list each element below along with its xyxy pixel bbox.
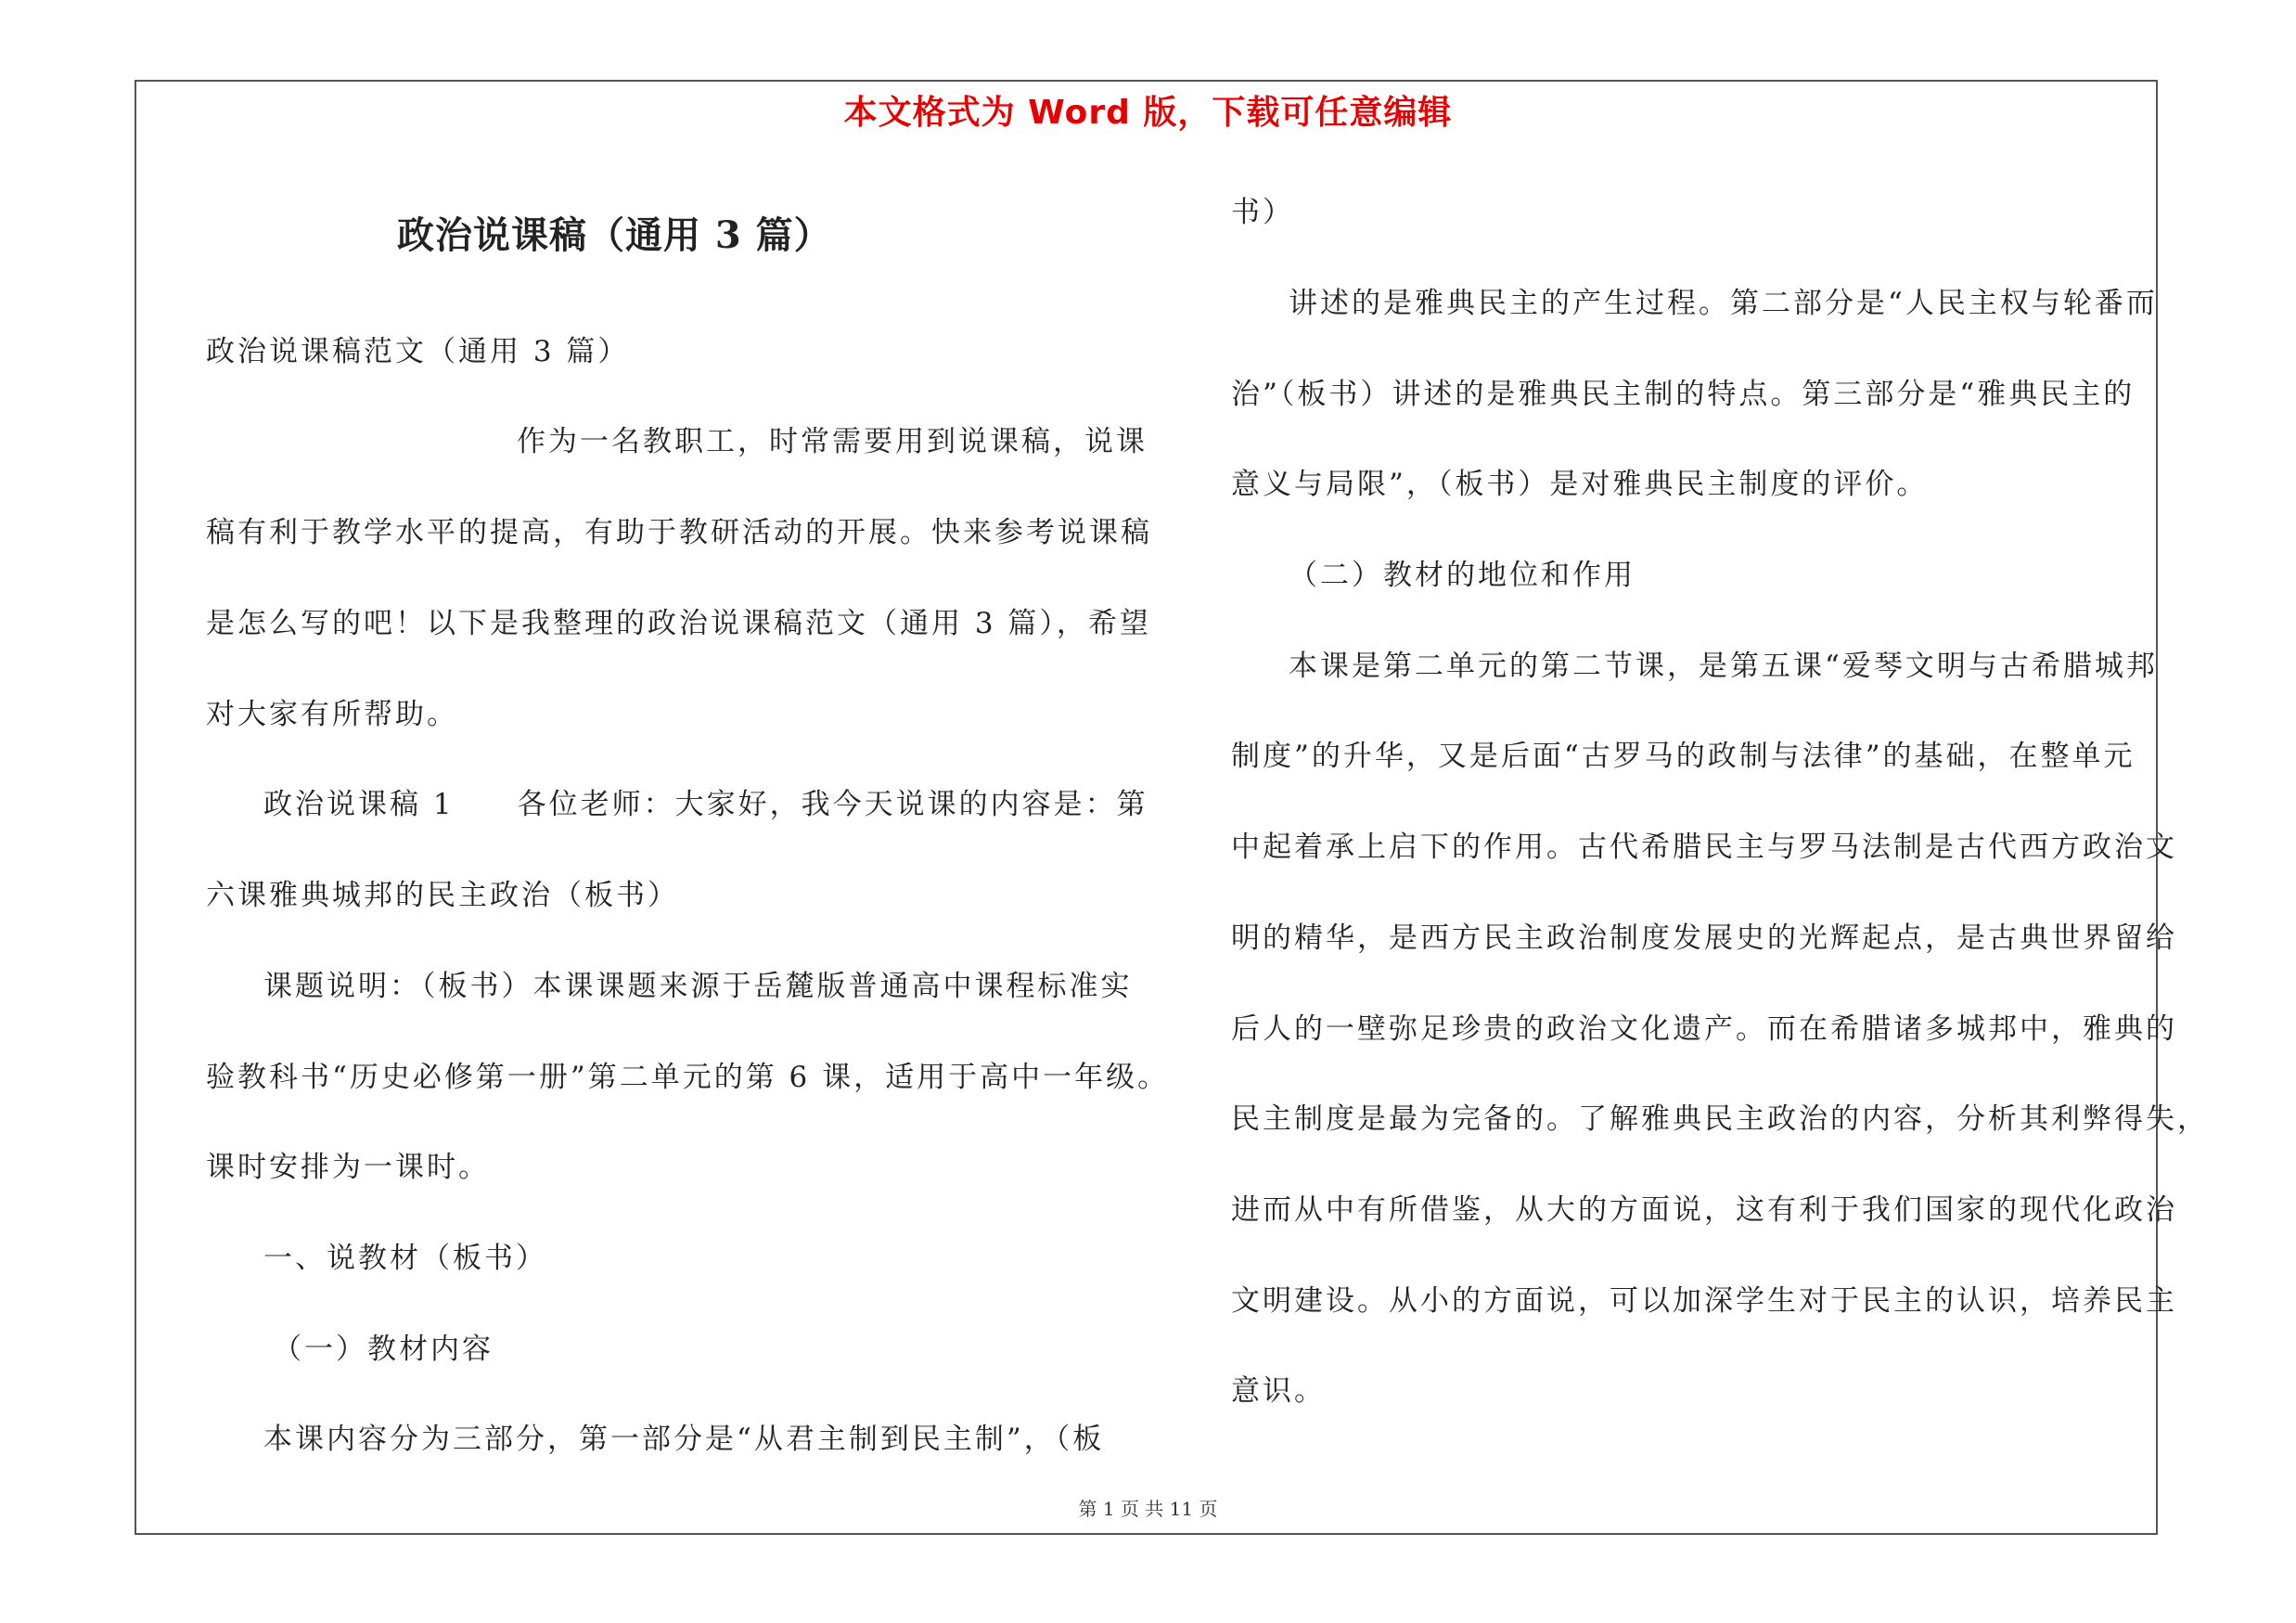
paragraph-line: 政治说课稿范文（通用 3 篇） — [206, 335, 630, 368]
paragraph-line: 本课是第二单元的第二节课，是第五课“爱琴文明与古希腊城邦 — [1289, 650, 2158, 683]
paragraph-line: 中起着承上启下的作用。古代希腊民主与罗马法制是古代西方政治文 — [1231, 831, 2177, 864]
paragraph-line: 进而从中有所借鉴，从大的方面说，这有利于我们国家的现代化政治 — [1231, 1193, 2177, 1227]
paragraph-line: 验教科书“历史必修第一册”第二单元的第 6 课，适用于高中一年级。 — [206, 1061, 1170, 1094]
paragraph-line: 文明建设。从小的方面说，可以加深学生对于民主的认识，培养民主 — [1231, 1284, 2177, 1318]
subsection-heading: （二）教材的地位和作用 — [1289, 559, 1635, 592]
paragraph-line: 稿有利于教学水平的提高，有助于教研活动的开展。快来参考说课稿 — [206, 516, 1152, 549]
paragraph-line: 后人的一壁弥足珍贵的政治文化遗产。而在希腊诸多城邦中，雅典的 — [1231, 1012, 2177, 1046]
paragraph-line: 治”（板书）讲述的是雅典民主制的特点。第三部分是“雅典民主的 — [1231, 378, 2136, 411]
section-heading: 一、说教材（板书） — [263, 1242, 547, 1275]
paragraph-line: 制度”的升华，又是后面“古罗马的政制与法律”的基础，在整单元 — [1231, 740, 2136, 773]
paragraph-line: 政治说课稿 1 各位老师：大家好，我今天说课的内容是：第 — [263, 788, 1148, 821]
document-title: 政治说课稿（通用 3 篇） — [397, 213, 832, 257]
page-number-footer: 第 1 页 共 11 页 — [1078, 1498, 1218, 1520]
paragraph-line: 讲述的是雅典民主的产生过程。第二部分是“人民主权与轮番而 — [1289, 287, 2158, 320]
paragraph-line: 课时安排为一课时。 — [206, 1151, 490, 1184]
paragraph-line: 意识。 — [1231, 1374, 1326, 1408]
paragraph-line: 意义与局限”，（板书）是对雅典民主制度的评价。 — [1231, 468, 1929, 501]
paragraph-line: 课题说明：（板书）本课课题来源于岳麓版普通高中课程标准实 — [263, 970, 1133, 1003]
paragraph-line: 是怎么写的吧！以下是我整理的政治说课稿范文（通用 3 篇），希望 — [206, 607, 1151, 640]
paragraph-line: 六课雅典城邦的民主政治（板书） — [206, 879, 679, 912]
paragraph-line: 书） — [1231, 196, 1294, 229]
header-notice: 本文格式为 Word 版，下载可任意编辑 — [843, 94, 1453, 132]
subsection-heading: （一）教材内容 — [273, 1333, 494, 1366]
paragraph-line: 明的精华，是西方民主政治制度发展史的光辉起点，是古典世界留给 — [1231, 921, 2177, 955]
paragraph-line: 对大家有所帮助。 — [206, 698, 458, 731]
paragraph-line: 民主制度是最为完备的。了解雅典民主政治的内容，分析其利弊得失， — [1231, 1102, 2209, 1136]
paragraph-line: 本课内容分为三部分，第一部分是“从君主制到民主制”，（板 — [263, 1423, 1105, 1456]
paragraph-line: 作为一名教职工，时常需要用到说课稿，说课 — [517, 425, 1148, 458]
